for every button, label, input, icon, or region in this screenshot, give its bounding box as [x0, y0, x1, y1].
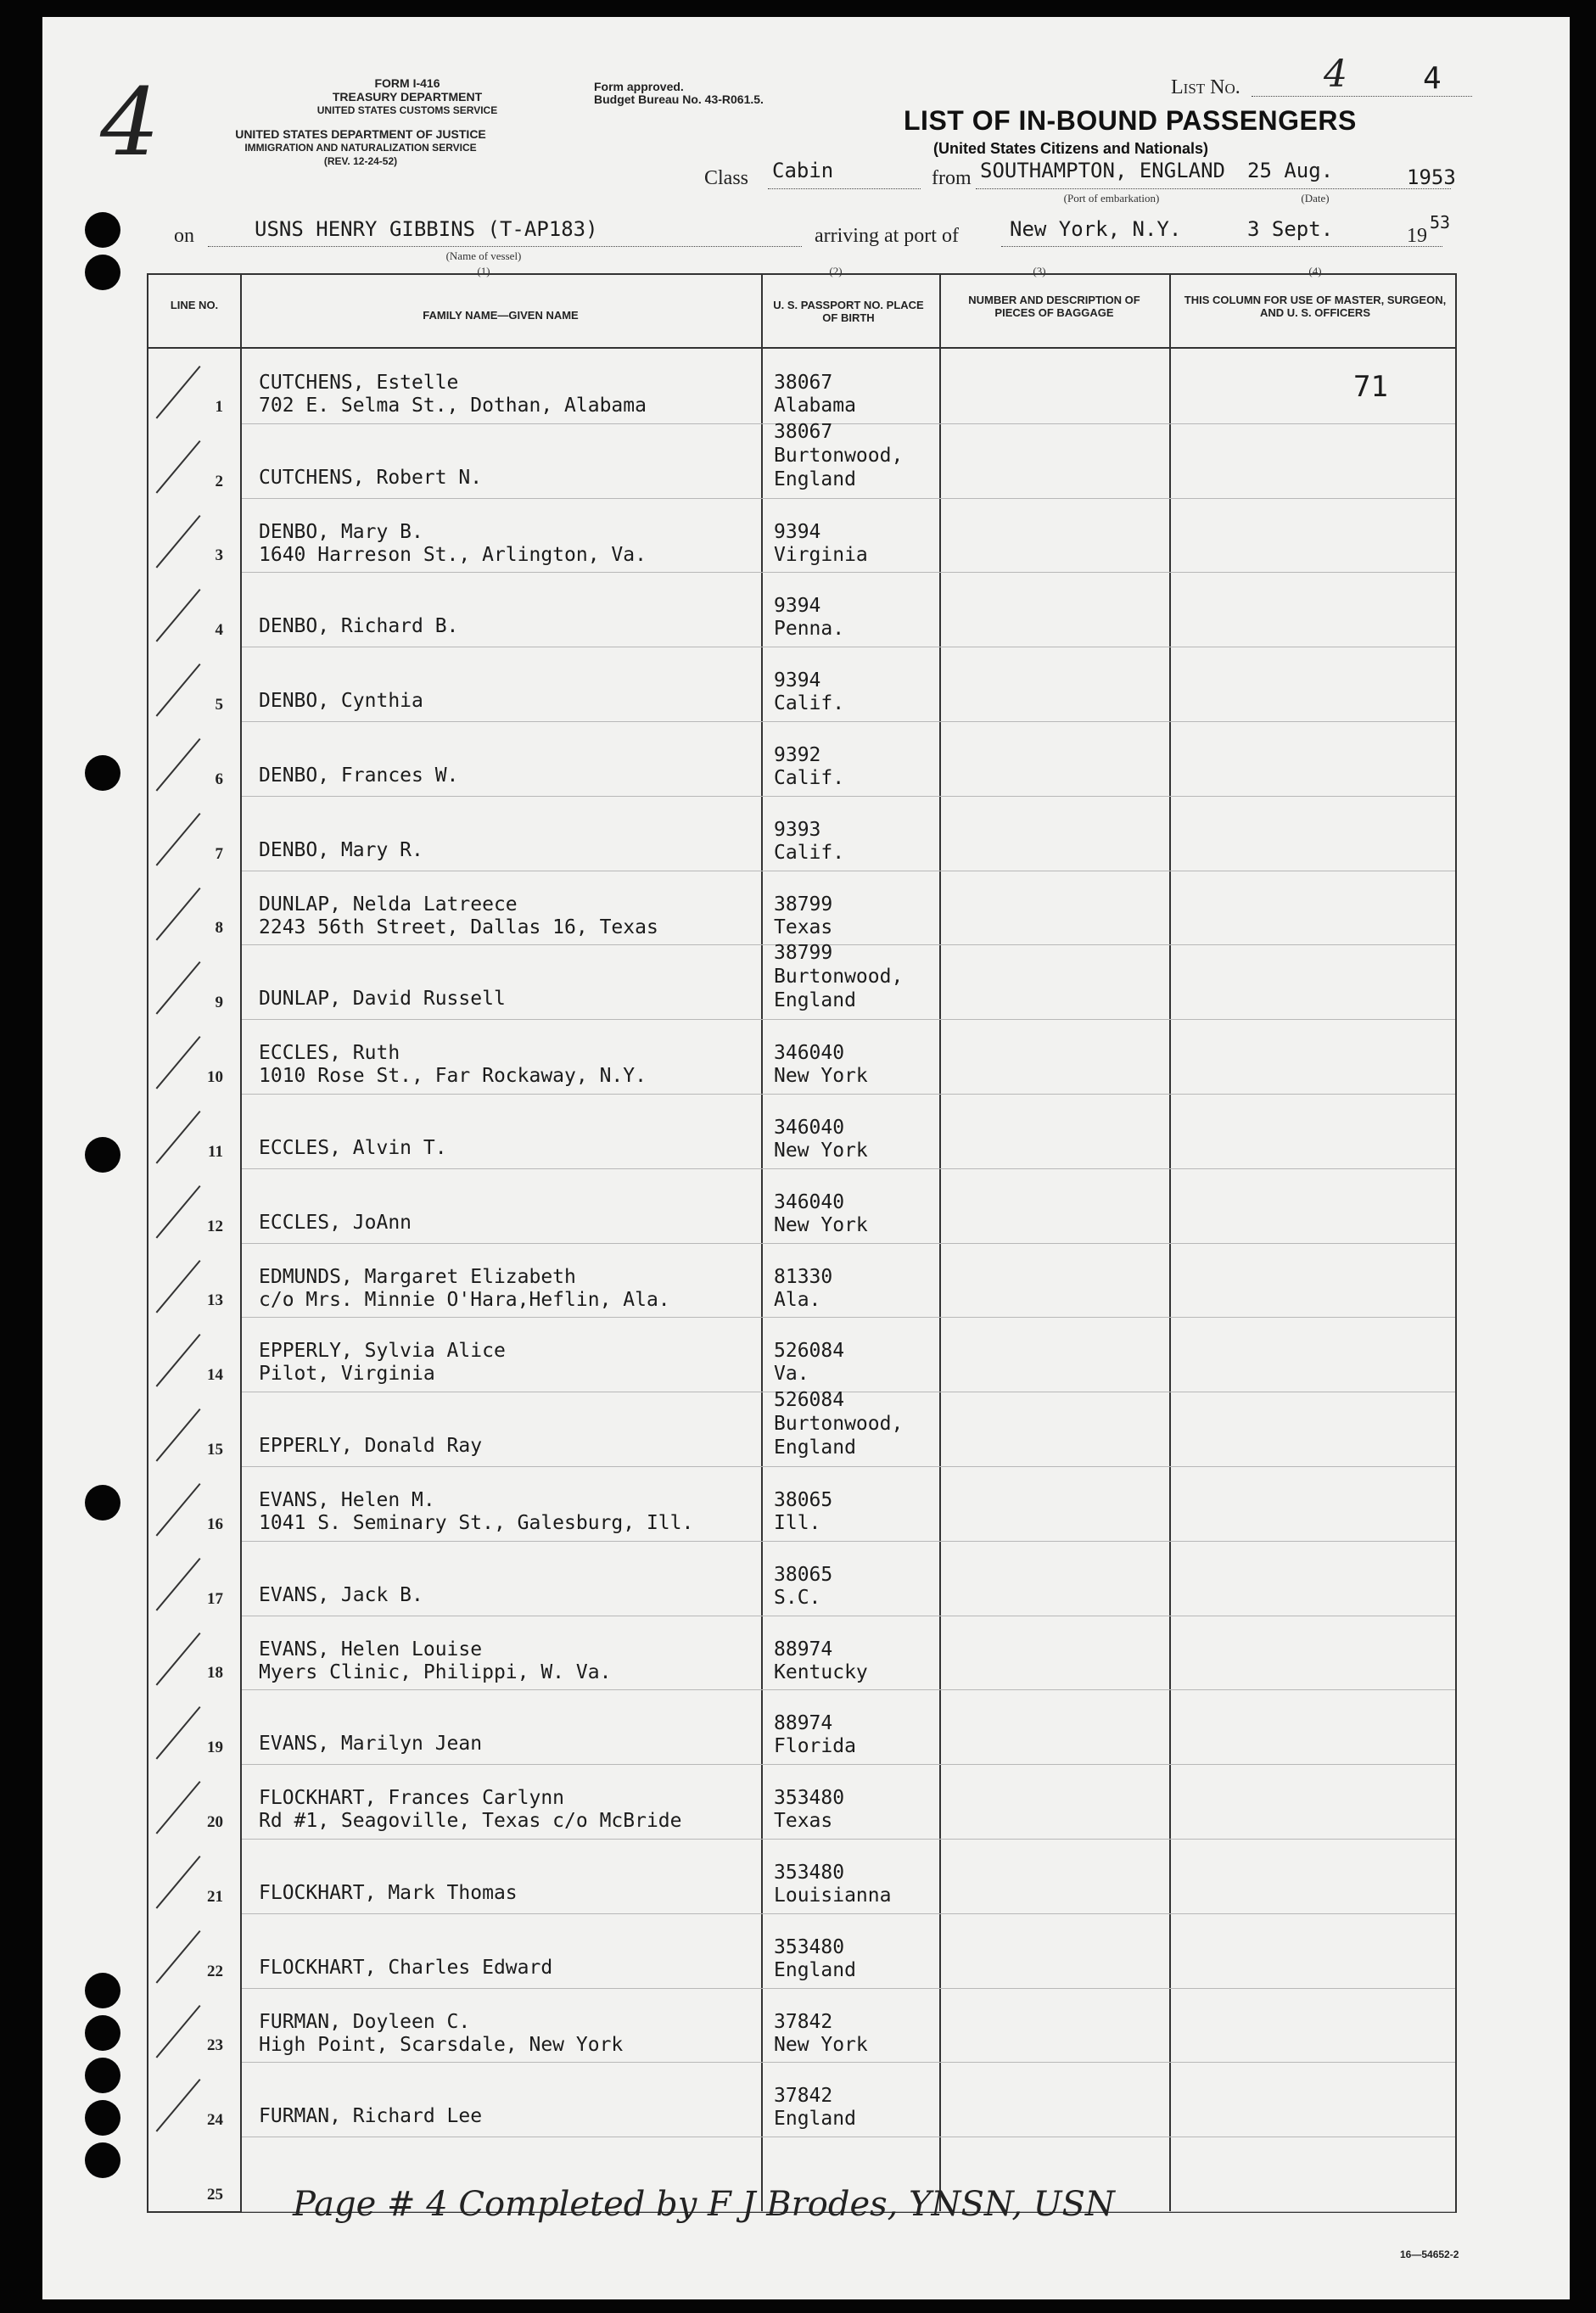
line-number: 22 — [207, 1962, 223, 1980]
passenger-name: ECCLES, Ruth — [259, 1042, 400, 1065]
line-number: 4 — [215, 621, 223, 640]
passenger-address: Pilot, Virginia — [259, 1363, 435, 1386]
passenger-name: CUTCHENS, Estelle — [259, 372, 459, 394]
line-number: 15 — [207, 1441, 223, 1459]
port-of-embarkation: SOUTHAMPTON, ENGLAND — [980, 159, 1225, 182]
line-number: 14 — [207, 1366, 223, 1385]
row-divider — [242, 1988, 1455, 1989]
row-divider — [242, 1764, 1455, 1765]
passport-number: 526084 — [774, 1389, 845, 1412]
row-divider — [242, 1466, 1455, 1467]
place-of-birth: Va. — [774, 1363, 809, 1386]
line-number: 17 — [207, 1589, 223, 1608]
vessel-col-number: (1) — [477, 265, 490, 277]
passport-number: 88974 — [774, 1712, 833, 1735]
class-line — [768, 188, 921, 189]
passenger-name: ECCLES, Alvin T. — [259, 1136, 447, 1159]
place-of-birth: Kentucky — [774, 1661, 868, 1683]
passenger-address: Rd #1, Seagoville, Texas c/o McBride — [259, 1810, 682, 1833]
line-number: 13 — [207, 1291, 223, 1310]
passenger-address: 1010 Rose St., Far Rockaway, N.Y. — [259, 1065, 647, 1088]
place-of-birth: Calif. — [774, 692, 845, 715]
line-number: 20 — [207, 1813, 223, 1831]
passport-number: 353480 — [774, 1862, 845, 1884]
place-of-birth: Texas — [774, 1810, 833, 1833]
row-divider — [242, 1243, 1455, 1244]
col-number-3: (3) — [1033, 265, 1046, 277]
line-number: 21 — [207, 1887, 223, 1906]
passenger-name: EVANS, Helen Louise — [259, 1638, 483, 1661]
passport-number: 346040 — [774, 1117, 845, 1139]
passenger-name: CUTCHENS, Robert N. — [259, 466, 483, 489]
place-of-birth: S.C. — [774, 1586, 821, 1609]
punch-hole — [85, 255, 120, 290]
passenger-address: 2243 56th Street, Dallas 16, Texas — [259, 916, 658, 938]
passenger-name: EPPERLY, Donald Ray — [259, 1435, 483, 1457]
form-approved: Form approved. — [594, 80, 684, 93]
passport-number: 9392 — [774, 744, 821, 766]
from-line — [976, 188, 1451, 189]
passenger-name: FURMAN, Richard Lee — [259, 2105, 483, 2128]
place-of-birth: Ala. — [774, 1288, 821, 1311]
line-number: 7 — [215, 844, 223, 863]
row-divider — [242, 423, 1455, 424]
line-number: 23 — [207, 2036, 223, 2055]
punch-hole — [85, 212, 120, 248]
place-of-birth: Burtonwood, England — [774, 444, 904, 490]
arrival-port-line — [1001, 246, 1442, 247]
punch-hole — [85, 1137, 120, 1173]
completion-signature: Page # 4 Completed by F J Brodes, YNSN, USN — [293, 2185, 1115, 2224]
list-no-label: List No. — [1171, 76, 1240, 98]
vessel-name: USNS HENRY GIBBINS (T-AP183) — [255, 217, 598, 241]
punch-hole — [85, 2100, 120, 2136]
port-caption: (Port of embarkation) — [1063, 192, 1160, 204]
line-number: 11 — [208, 1142, 223, 1161]
passport-number: 526084 — [774, 1340, 845, 1363]
row-divider — [242, 1019, 1455, 1020]
row-divider — [242, 2062, 1455, 2063]
passport-number: 353480 — [774, 1787, 845, 1810]
passenger-address: c/o Mrs. Minnie O'Hara,Heflin, Ala. — [259, 1288, 670, 1311]
passenger-name: ECCLES, JoAnn — [259, 1211, 412, 1234]
vessel-line — [208, 246, 802, 247]
header-family-name: FAMILY NAME—GIVEN NAME — [423, 309, 579, 322]
punch-hole — [85, 755, 120, 791]
vessel-caption: (Name of vessel) — [445, 249, 522, 262]
line-number: 12 — [207, 1217, 223, 1235]
passport-number: 9394 — [774, 669, 821, 692]
document-subtitle: (United States Citizens and Nationals) — [933, 140, 1209, 157]
punch-hole — [85, 1485, 120, 1521]
row-divider — [242, 1689, 1455, 1690]
header-separator — [148, 347, 1455, 349]
place-of-birth: Alabama — [774, 395, 856, 417]
arrival-year-suffix: 53 — [1430, 212, 1451, 232]
date-caption: (Date) — [1301, 192, 1330, 204]
margin-handwritten-number: 4 — [100, 68, 160, 176]
passport-number: 353480 — [774, 1935, 845, 1958]
passport-number: 9394 — [774, 520, 821, 543]
passport-number: 88974 — [774, 1638, 833, 1661]
row-divider — [242, 944, 1455, 945]
from-label: from — [932, 167, 972, 189]
col-number-2: (2) — [829, 265, 843, 277]
row-divider — [242, 1094, 1455, 1095]
budget-bureau: Budget Bureau No. 43-R061.5. — [594, 92, 764, 106]
row-divider — [242, 1839, 1455, 1840]
passenger-name: EVANS, Marilyn Jean — [259, 1733, 483, 1756]
row-divider — [242, 1541, 1455, 1542]
place-of-birth: Calif. — [774, 767, 845, 789]
passport-number: 38065 — [774, 1489, 833, 1511]
passenger-name: FURMAN, Doyleen C. — [259, 2010, 471, 2033]
passport-number: 346040 — [774, 1190, 845, 1213]
place-of-birth: New York — [774, 1140, 868, 1162]
line-number: 8 — [215, 919, 223, 938]
place-of-birth: Burtonwood, England — [774, 1413, 904, 1459]
place-of-birth: Florida — [774, 1735, 856, 1758]
passenger-name: DUNLAP, Nelda Latreece — [259, 893, 518, 916]
passenger-name: FLOCKHART, Mark Thomas — [259, 1881, 518, 1904]
punch-hole — [85, 1973, 120, 2008]
place-of-birth: Ill. — [774, 1512, 821, 1534]
line-number: 25 — [207, 2186, 223, 2204]
place-of-birth: England — [774, 2108, 856, 2131]
passenger-name: DENBO, Mary R. — [259, 838, 423, 861]
header-line-no: LINE NO. — [170, 299, 219, 311]
place-of-birth: Louisianna — [774, 1885, 892, 1907]
passenger-name: EDMUNDS, Margaret Elizabeth — [259, 1265, 576, 1288]
place-of-birth: New York — [774, 1213, 868, 1236]
punch-hole — [85, 2058, 120, 2093]
embarkation-year: 1953 — [1407, 165, 1456, 189]
passenger-address: High Point, Scarsdale, New York — [259, 2033, 624, 2056]
immigration-service: IMMIGRATION AND NATURALIZATION SERVICE — [244, 142, 477, 154]
passport-number: 38799 — [774, 893, 833, 916]
line-number: 6 — [215, 770, 223, 788]
passport-number: 37842 — [774, 2085, 833, 2108]
passenger-name: DENBO, Richard B. — [259, 615, 459, 638]
line-number: 16 — [207, 1515, 223, 1533]
row-divider — [242, 796, 1455, 797]
arrival-date: 3 Sept. — [1247, 217, 1334, 241]
passenger-name: DUNLAP, David Russell — [259, 988, 506, 1011]
passenger-name: FLOCKHART, Frances Carlynn — [259, 1787, 565, 1810]
on-label: on — [174, 225, 194, 247]
header-passport: U. S. PASSPORT NO. PLACE OF BIRTH — [773, 299, 924, 324]
class-value: Cabin — [772, 159, 834, 182]
officer-note: 71 — [1353, 370, 1388, 404]
place-of-birth: New York — [774, 1065, 868, 1088]
document-title: LIST OF IN-BOUND PASSENGERS — [904, 105, 1357, 136]
passenger-name: DENBO, Cynthia — [259, 690, 423, 712]
arriving-label: arriving at port of — [815, 225, 959, 247]
passport-number: 9394 — [774, 595, 821, 618]
list-no-line — [1252, 96, 1472, 97]
place-of-birth: Burtonwood, England — [774, 966, 904, 1012]
line-number: 19 — [207, 1739, 223, 1757]
line-number: 5 — [215, 696, 223, 714]
header-officers: THIS COLUMN FOR USE OF MASTER, SURGEON, AND U. S. OFFICERS — [1184, 294, 1447, 319]
passenger-name: EPPERLY, Sylvia Alice — [259, 1340, 506, 1363]
passenger-name: DENBO, Frances W. — [259, 764, 459, 787]
passenger-name: DENBO, Mary B. — [259, 520, 423, 543]
passenger-address: Myers Clinic, Philippi, W. Va. — [259, 1661, 612, 1683]
passenger-name: EVANS, Jack B. — [259, 1583, 423, 1606]
passenger-name: EVANS, Helen M. — [259, 1489, 435, 1511]
line-number: 18 — [207, 1664, 223, 1683]
class-label: Class — [704, 167, 749, 189]
row-divider — [242, 1913, 1455, 1914]
place-of-birth: Virginia — [774, 543, 868, 566]
passenger-table — [147, 273, 1457, 2213]
passenger-address: 702 E. Selma St., Dothan, Alabama — [259, 395, 647, 417]
line-number: 10 — [207, 1068, 223, 1086]
revision-date: (REV. 12-24-52) — [323, 155, 398, 167]
line-number: 2 — [215, 472, 223, 490]
passport-number: 37842 — [774, 2010, 833, 2033]
row-divider — [242, 1317, 1455, 1318]
place-of-birth: Penna. — [774, 618, 845, 641]
passport-number: 81330 — [774, 1265, 833, 1288]
line-number: 24 — [207, 2111, 223, 2130]
place-of-birth: England — [774, 1958, 856, 1981]
passport-number: 38799 — [774, 942, 833, 965]
list-no-typed: 4 — [1423, 61, 1442, 96]
customs-service: UNITED STATES CUSTOMS SERVICE — [316, 104, 498, 116]
line-number: 9 — [215, 994, 223, 1012]
row-divider — [242, 572, 1455, 573]
arrival-year-prefix: 19 — [1407, 225, 1427, 247]
place-of-birth: Texas — [774, 916, 833, 938]
col-number-4: (4) — [1308, 265, 1322, 277]
row-divider — [242, 498, 1455, 499]
line-number: 1 — [215, 397, 223, 416]
place-of-birth: Calif. — [774, 841, 845, 864]
arrival-port: New York, N.Y. — [1010, 217, 1182, 241]
embarkation-date: 25 Aug. — [1247, 159, 1334, 182]
header-baggage: NUMBER AND DESCRIPTION OF PIECES OF BAGGAGE — [968, 294, 1140, 319]
form-number: FORM I-416 — [374, 76, 440, 90]
punch-hole — [85, 2015, 120, 2051]
passenger-address: 1640 Harreson St., Arlington, Va. — [259, 543, 647, 566]
row-divider — [242, 721, 1455, 722]
punch-hole — [85, 2142, 120, 2178]
list-no-handwritten: 4 — [1324, 53, 1347, 96]
treasury-dept: TREASURY DEPARTMENT — [332, 90, 483, 104]
passenger-name: FLOCKHART, Charles Edward — [259, 1956, 553, 1979]
row-divider — [242, 1168, 1455, 1169]
passenger-address: 1041 S. Seminary St., Galesburg, Ill. — [259, 1512, 694, 1534]
passport-number: 38067 — [774, 420, 833, 443]
place-of-birth: New York — [774, 2033, 868, 2056]
passport-number: 346040 — [774, 1042, 845, 1065]
line-number: 3 — [215, 546, 223, 565]
passport-number: 9393 — [774, 818, 821, 841]
passport-number: 38065 — [774, 1563, 833, 1586]
justice-dept: UNITED STATES DEPARTMENT OF JUSTICE — [235, 127, 486, 141]
form-code: 16—54652-2 — [1400, 2249, 1459, 2260]
passport-number: 38067 — [774, 372, 833, 394]
